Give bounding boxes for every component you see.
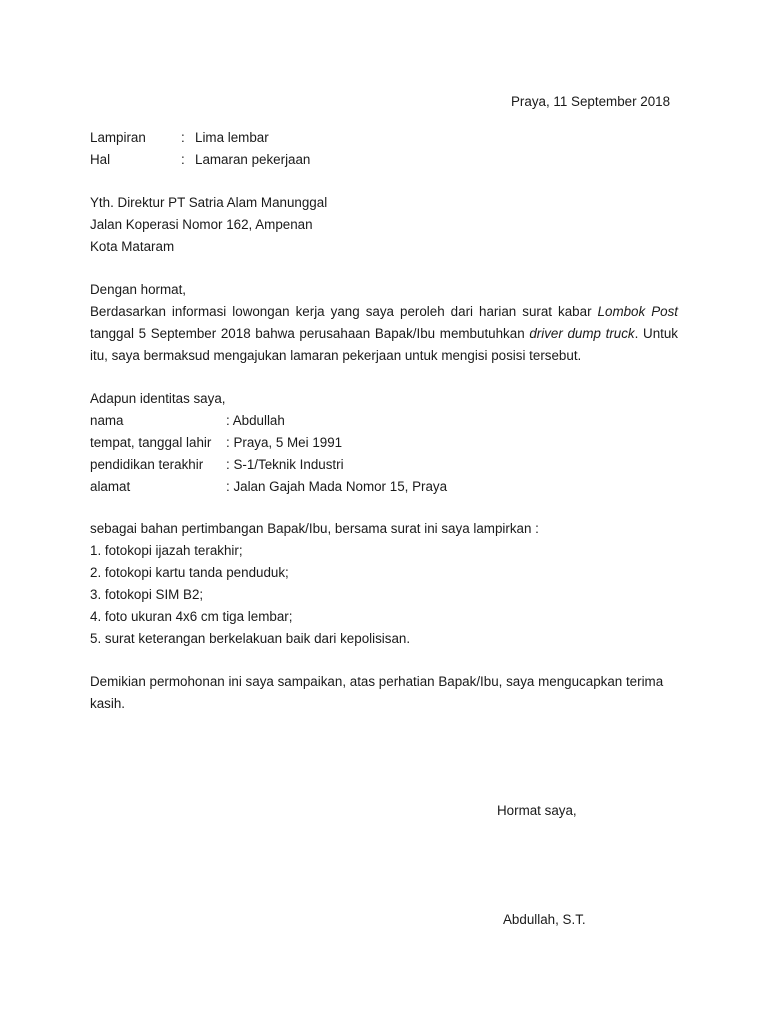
- identity-value-education: : S-1/Teknik Industri: [226, 457, 344, 472]
- attachment-value: Lima lembar: [195, 130, 269, 145]
- identity-intro: Adapun identitas saya,: [90, 391, 226, 406]
- opening-text-1: Berdasarkan informasi lowongan kerja yang saya peroleh dari harian surat kabar: [90, 304, 598, 319]
- attachment-item: 2. fotokopi kartu tanda penduduk;: [90, 565, 289, 580]
- recipient-line-2: Jalan Koperasi Nomor 162, Ampenan: [90, 217, 313, 232]
- recipient-line-1: Yth. Direktur PT Satria Alam Manunggal: [90, 195, 328, 210]
- identity-value-name: : Abdullah: [226, 413, 285, 428]
- attachments-intro: sebagai bahan pertimbangan Bapak/Ibu, bersama surat ini saya lampirkan :: [90, 521, 539, 536]
- attachment-item: 1. fotokopi ijazah terakhir;: [90, 543, 243, 558]
- attachment-item: 4. foto ukuran 4x6 cm tiga lembar;: [90, 609, 293, 624]
- attachment-colon: :: [181, 130, 185, 145]
- identity-value-birth: : Praya, 5 Mei 1991: [226, 435, 343, 450]
- attachment-item: 3. fotokopi SIM B2;: [90, 587, 204, 602]
- identity-label-education: pendidikan terakhir: [90, 457, 204, 472]
- opening-text-2: tanggal 5 September 2018 bahwa perusahaan Bapak/Ibu membutuhkan: [90, 326, 530, 341]
- closing-paragraph: Demikian permohonan ini saya sampaikan, atas perhatian Bapak/Ibu, saya mengucapkan terima kasih.: [90, 674, 664, 711]
- recipient-line-3: Kota Mataram: [90, 239, 175, 254]
- subject-colon: :: [181, 152, 185, 167]
- signature-greeting: Hormat saya,: [497, 803, 577, 818]
- identity-label-name: nama: [90, 413, 124, 428]
- subject-label: Hal: [90, 152, 111, 167]
- identity-label-birth: tempat, tanggal lahir: [90, 435, 212, 450]
- job-position: driver dump truck: [529, 326, 635, 341]
- identity-label-address: alamat: [90, 479, 131, 494]
- newspaper-name: Lombok Post: [597, 304, 678, 319]
- signature-name: Abdullah, S.T.: [503, 912, 586, 927]
- identity-value-address: : Jalan Gajah Mada Nomor 15, Praya: [226, 479, 448, 494]
- attachment-item: 5. surat keterangan berkelakuan baik dari kepolisisan.: [90, 631, 411, 646]
- opening-paragraph: [90, 301, 678, 367]
- opening-text-3: . Untuk itu, saya bermaksud mengajukan lamaran pekerjaan untuk mengisi posisi tersebut.: [90, 326, 679, 363]
- attachment-label: Lampiran: [90, 130, 146, 145]
- place-date: Praya, 11 September 2018: [511, 94, 671, 109]
- salutation: Dengan hormat,: [90, 282, 187, 297]
- subject-value: Lamaran pekerjaan: [195, 152, 311, 167]
